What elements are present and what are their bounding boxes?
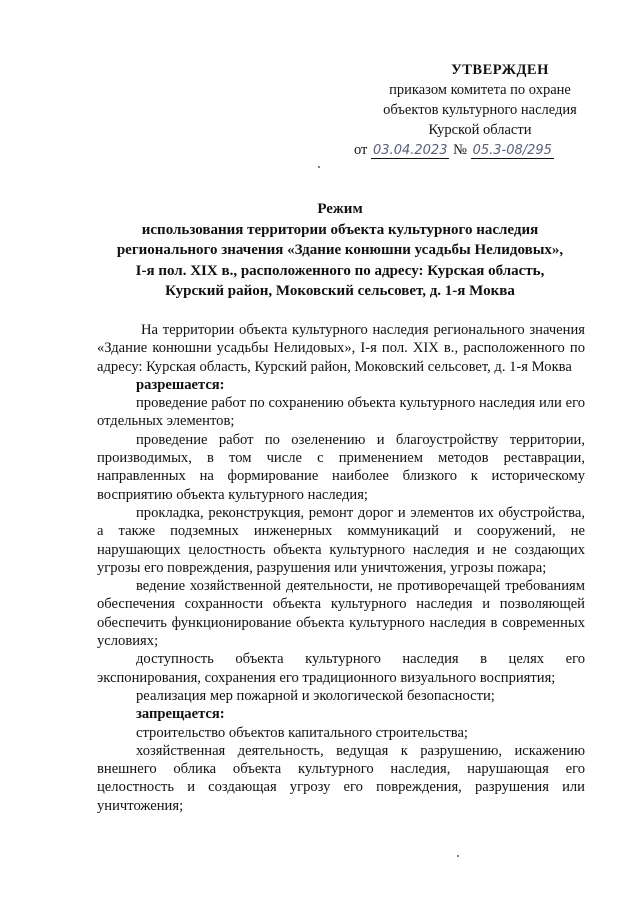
order-number: 05.3-08/295	[472, 143, 552, 158]
document-body	[97, 321, 585, 815]
approval-title: УТВЕРЖДЕН	[451, 62, 549, 78]
allowed-item: ведение хозяйственной деятельности, не противоречащей требованиям обеспечения сохранности объекта культурного наследия и позволяющей обеспечить функционирование объекта культурного наследия в современных условиях;	[97, 578, 585, 650]
allowed-item: доступность объекта культурного наследия в целях его экспонирования, сохранения его традиционного визуального восприятия;	[97, 651, 585, 686]
heading-line: Режим	[317, 201, 363, 217]
date-prefix: от	[354, 142, 368, 158]
approval-line: объектов культурного наследия	[383, 102, 577, 118]
number-sign: №	[453, 142, 467, 158]
heading-line: I-я пол. XIX в., расположенного по адресу: Курская область,	[135, 262, 545, 279]
allowed-item: проведение работ по сохранению объекта культурного наследия или его отдельных элементов;	[97, 395, 585, 430]
order-reference	[330, 140, 630, 161]
approval-line: Курской области	[428, 122, 532, 138]
heading-line: регионального значения «Здание конюшни усадьбы Нелидовых»,	[116, 242, 564, 258]
document-heading	[90, 199, 590, 302]
approval-stamp	[330, 60, 630, 161]
allowed-item: проведение работ по озеленению и благоустройству территории, производимых, в том числе с применением методов реставрации, направленных на формирование наиболее близкого к историческому восприятию объекта культурного наследия;	[97, 431, 585, 503]
allowed-label: разрешается:	[136, 376, 225, 393]
scan-speck	[318, 166, 320, 168]
order-date: 03.04.2023	[373, 143, 448, 158]
heading-line: использования территории объекта культурного наследия	[141, 221, 539, 238]
heading-line: Курский район, Моковский сельсовет, д. 1-я Моква	[165, 283, 515, 299]
forbidden-label: запрещается:	[136, 706, 225, 723]
allowed-item: реализация мер пожарной и экологической безопасности;	[136, 687, 495, 704]
forbidden-item: хозяйственная деятельность, ведущая к разрушению, искажению внешнего облика объекта культурного наследия, нарушающая его целостность и создающая угрозу его повреждения, разрушения или уничтожения;	[97, 742, 585, 814]
intro-paragraph: На территории объекта культурного наследия регионального значения «Здание конюшни усадьбы Нелидовых», I-я пол. XIX в., расположенного по адресу: Курская область, Курский район, Моковский сельсовет, д. 1-я Моква	[97, 322, 585, 375]
allowed-item: прокладка, реконструкция, ремонт дорог и элементов их обустройства, а также подземных инженерных коммуникаций и сооружений, не нарушающих целостность объекта культурного наследия и не создающих угрозы его повреждения, разрушения или уничтожения, угрозы пожара;	[97, 504, 585, 576]
forbidden-item: строительство объектов капитального строительства;	[136, 724, 468, 741]
approval-line: приказом комитета по охране	[389, 82, 571, 98]
scan-speck	[457, 855, 459, 857]
